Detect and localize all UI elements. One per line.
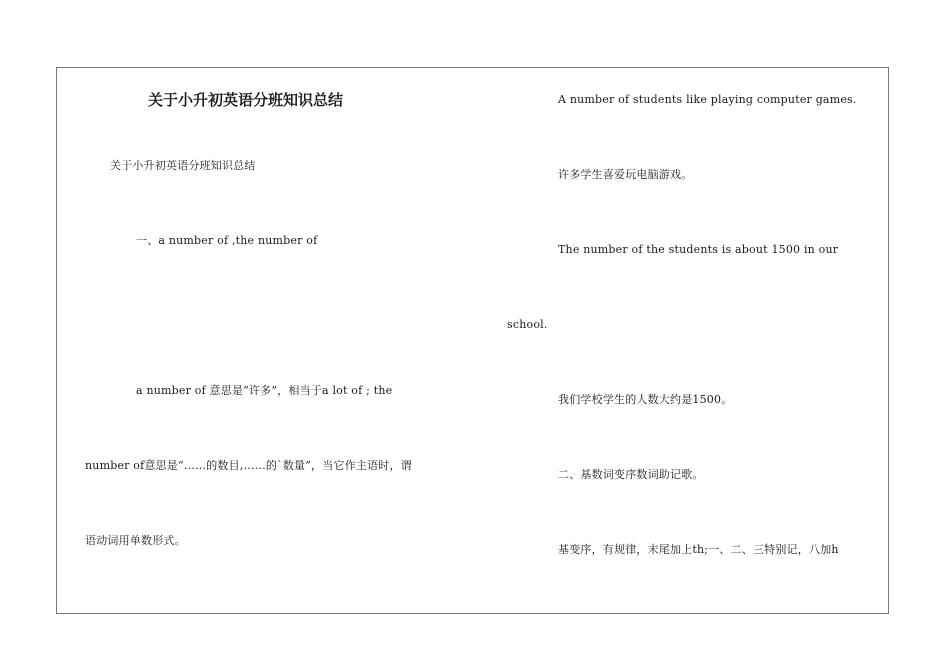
example-sentence: A number of students like playing computer games. (558, 93, 857, 106)
document-title: 关于小升初英语分班知识总结 (148, 91, 344, 109)
example-sentence: The number of the students is about 1500 in our (558, 243, 839, 256)
page-frame (56, 67, 889, 614)
example-translation: 许多学生喜爱玩电脑游戏。 (558, 168, 693, 181)
paragraph-line: number of意思是“……的数目,……的`数量”，当它作主语时，谓 (85, 459, 412, 472)
subtitle-line: 关于小升初英语分班知识总结 (110, 159, 256, 172)
paragraph-line: 语动词用单数形式。 (85, 534, 186, 547)
section-heading-one: 一、a number of ,the number of (136, 234, 318, 247)
example-translation: 我们学校学生的人数大约是1500。 (558, 393, 733, 406)
paragraph-line: a number of 意思是“许多”，相当于a lot of ; the (136, 384, 393, 397)
example-sentence-continued: school. (507, 318, 548, 331)
section-heading-two: 二、基数词变序数词助记歌。 (558, 468, 704, 481)
paragraph-line: 基变序，有规律，末尾加上th;一、二、三特别记，八加h (558, 543, 839, 556)
